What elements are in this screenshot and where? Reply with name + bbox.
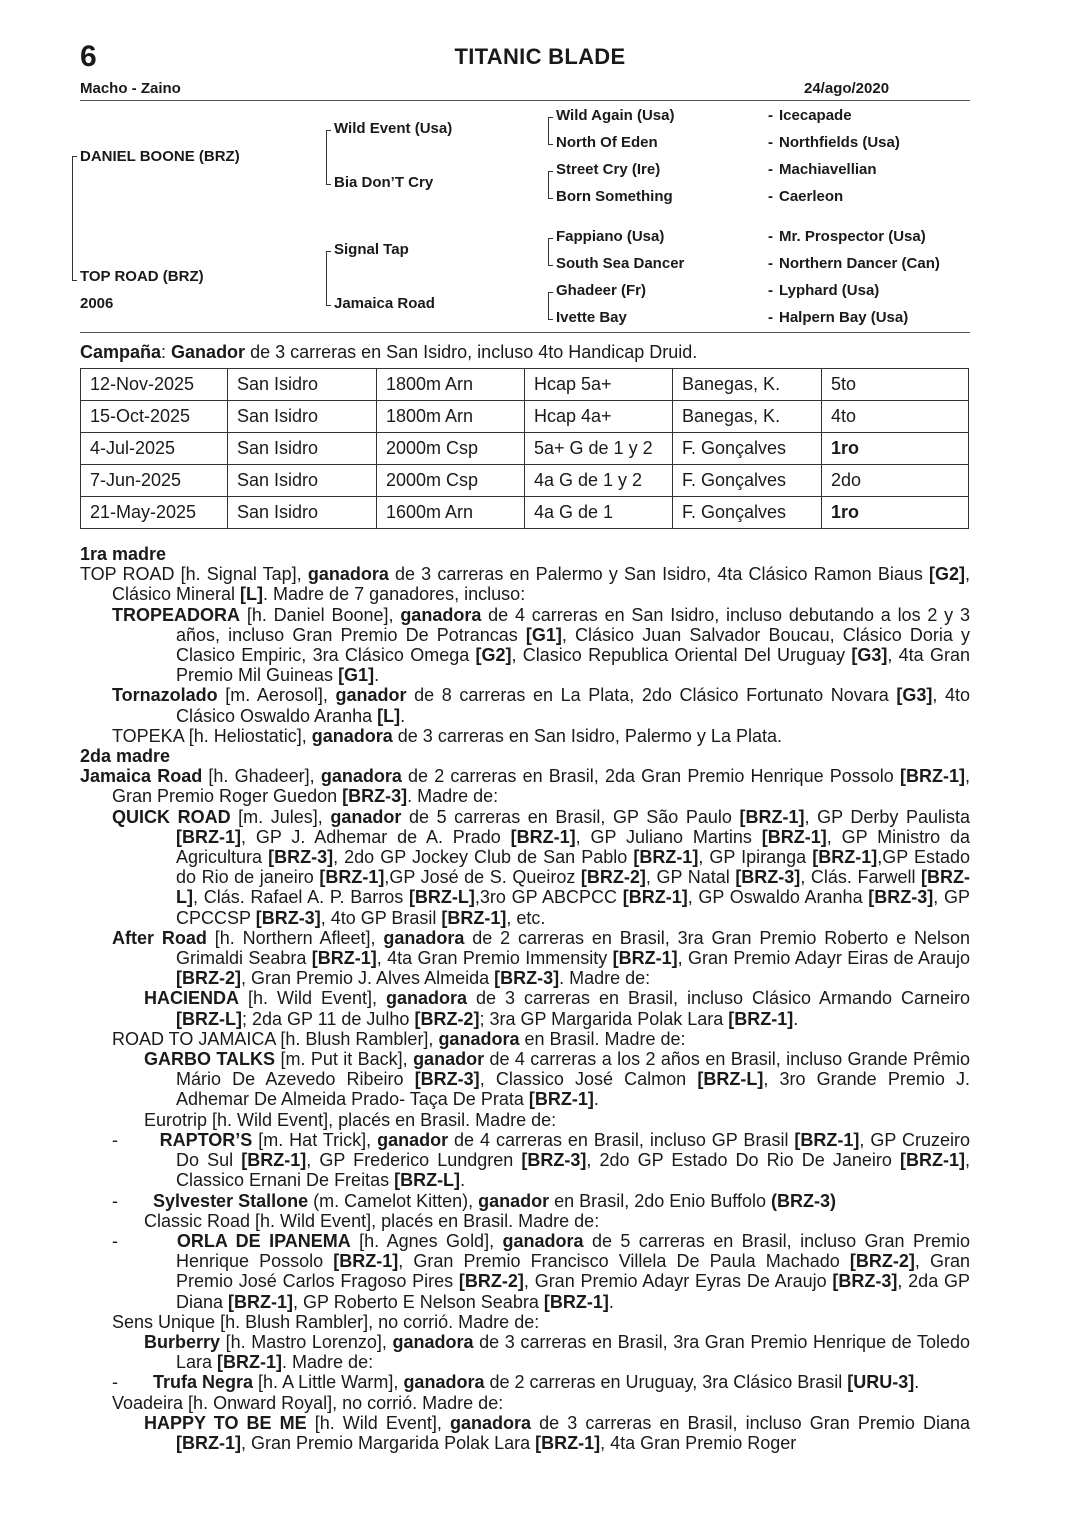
race-track: San Isidro [228, 433, 377, 465]
gen3-7: Ghadeer (Fr) [556, 282, 647, 299]
race-result: 2do [822, 465, 969, 497]
race-table [80, 368, 969, 529]
dam: TOP ROAD (BRZ) [80, 268, 204, 285]
race-result: 1ro [822, 433, 969, 465]
gen4-7: Lyphard (Usa) [779, 282, 880, 299]
race-type: 4a G de 1 [525, 497, 673, 529]
race-distance: 2000m Csp [377, 465, 525, 497]
gen4-4: Caerleon [779, 188, 844, 205]
sire: DANIEL BOONE (BRZ) [80, 148, 240, 165]
race-type: 4a G de 1 y 2 [525, 465, 673, 497]
family-entry: GARBO TALKS [m. Put it Back], ganador de 4 carreras a los 2 años en Brasil, incluso Grande Prêmio Mário De Azevedo Ribeiro [BRZ-3], Classico José Calmon [BRZ-L], 3ro Grande Premio J. Adhemar De Almeida Prado- Taça De Prata [BRZ-1]. [144, 1049, 970, 1110]
race-type: Hcap 4a+ [525, 401, 673, 433]
campaign-label: Campaña [80, 342, 162, 362]
race-date: 4-Jul-2025 [81, 433, 228, 465]
sire-sire: Wild Event (Usa) [334, 120, 453, 137]
family-entry: - Sylvester Stallone (m. Camelot Kitten), ganador en Brasil, 2do Enio Buffolo (BRZ-3) [112, 1190, 836, 1211]
family-entry: After Road [h. Northern Afleet], ganadora de 2 carreras en Brasil, 3ra Gran Premio Roberto e Nelson Grimaldi Seabra [BRZ-1], 4ta Gran Premio Immensity [BRZ-1], Gran Premio Adayr Eiras de Araujo [BRZ-2], Gran Premio J. Alves Almeida [BRZ-3]. Madre de: [112, 927, 970, 989]
gen4-5: Mr. Prospector (Usa) [779, 228, 926, 245]
table-row [81, 433, 969, 465]
race-distance: 1600m Arn [377, 497, 525, 529]
family-entry: Tornazolado [m. Aerosol], ganador de 8 carreras en La Plata, 2do Clásico Fortunato Novara [G3], 4to Clásico Oswaldo Aranha [L]. [112, 685, 970, 726]
gen3-1: Wild Again (Usa) [556, 107, 675, 124]
second-dam-heading: 2da madre [80, 746, 171, 767]
family-entry: Classic Road [h. Wild Event], placés en Brasil. Madre de: [144, 1210, 600, 1231]
sire-dam: Bia Don’T Cry [334, 174, 434, 191]
dam-sire: Signal Tap [334, 241, 409, 258]
campaign-result: Ganador [171, 342, 246, 362]
family-entry: HAPPY TO BE ME [h. Wild Event], ganadora de 3 carreras en Brasil, incluso Gran Premio Diana [BRZ-1], Gran Premio Margarida Polak Lara [BRZ-1], 4ta Gran Premio Roger [144, 1412, 970, 1453]
gen4-2: Northfields (Usa) [779, 134, 900, 151]
family-entry: - RAPTOR’S [m. Hat Trick], ganador de 4 carreras en Brasil, incluso GP Brasil [BRZ-1], GP Cruzeiro Do Sul [BRZ-1], GP Frederico Lundgren [BRZ-3], 2do GP Estado Do Rio De Janeiro [BRZ-1], Classico Ernani De Freitas [BRZ-L]. [112, 1129, 971, 1191]
gen3-6: South Sea Dancer [556, 255, 685, 272]
family-entry: TOP ROAD [h. Signal Tap], ganadora de 3 carreras en Palermo y San Isidro, 4ta Clásico Ramon Biaus [G2], Clásico Mineral [L]. Madre de 7 ganadores, incluso: [80, 564, 971, 605]
gen3-5: Fappiano (Usa) [556, 228, 665, 245]
pedigree-divider [80, 332, 970, 333]
race-result: 1ro [822, 497, 969, 529]
family-notes [80, 544, 970, 1453]
race-track: San Isidro [228, 465, 377, 497]
race-type: 5a+ G de 1 y 2 [525, 433, 673, 465]
race-distance: 1800m Arn [377, 401, 525, 433]
header-divider [80, 100, 970, 101]
table-row [81, 369, 969, 401]
race-jockey: F. Gonçalves [673, 433, 822, 465]
race-jockey: F. Gonçalves [673, 465, 822, 497]
race-jockey: F. Gonçalves [673, 497, 822, 529]
campaign-text: de 3 carreras en San Isidro, incluso 4to Handicap Druid. [245, 342, 698, 362]
race-result: 5to [822, 369, 969, 401]
horse-name: TITANIC BLADE [454, 44, 626, 69]
gen3-2: North Of Eden [556, 134, 658, 151]
race-type: Hcap 5a+ [525, 369, 673, 401]
family-entry: Sens Unique [h. Blush Rambler], no corrió. Madre de: [112, 1311, 540, 1332]
gen4-6: Northern Dancer (Can) [779, 255, 940, 272]
race-jockey: Banegas, K. [673, 401, 822, 433]
race-track: San Isidro [228, 369, 377, 401]
family-entry: Eurotrip [h. Wild Event], placés en Brasil. Madre de: [144, 1109, 557, 1130]
foaling-date: 24/ago/2020 [804, 80, 890, 97]
dam-dam: Jamaica Road [334, 295, 435, 312]
table-row [81, 401, 969, 433]
first-dam-heading: 1ra madre [80, 544, 167, 564]
table-row [81, 465, 969, 497]
family-entry: QUICK ROAD [m. Jules], ganador de 5 carreras en Brasil, GP São Paulo [BRZ-1], GP Derby Paulista [BRZ-1], GP J. Adhemar de A. Prado [BRZ-1], GP Juliano Martins [BRZ-1], GP Ministro da Agricultura [BRZ-3], 2do GP Jockey Club de San Pablo [BRZ-1], GP Ipiranga [BRZ-1],GP Estado do Rio de janeiro [BRZ-1],GP José de S. Queiroz [BRZ-2], GP Natal [BRZ-3], Clás. Farwell [BRZ-L], Clás. Rafael A. P. Barros [BRZ-L],3ro GP ABCPCC [BRZ-1], GP Oswaldo Aranha [BRZ-3], GP CPCCSP [BRZ-3], 4to GP Brasil [BRZ-1], etc. [112, 806, 970, 928]
race-track: San Isidro [228, 401, 377, 433]
gen4-1: Icecapade [779, 107, 852, 124]
lot-number: 6 [80, 40, 97, 73]
table-row [81, 497, 969, 529]
family-entry: TOPEKA [h. Heliostatic], ganadora de 3 carreras en San Isidro, Palermo y La Plata. [112, 725, 782, 746]
sex-color: Macho - Zaino [80, 80, 181, 97]
family-entry: Voadeira [h. Onward Royal], no corrió. Madre de: [112, 1392, 504, 1413]
race-date: 12-Nov-2025 [81, 369, 228, 401]
race-result: 4to [822, 401, 969, 433]
family-entry: ROAD TO JAMAICA [h. Blush Rambler], ganadora en Brasil. Madre de: [112, 1028, 686, 1049]
dam-year: 2006 [80, 295, 114, 312]
gen3-4: Born Something [556, 188, 673, 205]
family-entry: TROPEADORA [h. Daniel Boone], ganadora de 4 carreras en San Isidro, incluso debutando a los 2 y 3 años, incluso Gran Premio De Potrancas [G1], Clásico Juan Salvador Boucau, Clásico Doria y Clasico Empiric, 3ra Clásico Omega [G2], Clasico Republica Oriental Del Uruguay [G3], 4ta Gran Premio Mil Guineas [G1]. [112, 604, 970, 686]
race-track: San Isidro [228, 497, 377, 529]
family-entry: HACIENDA [h. Wild Event], ganadora de 3 carreras en Brasil, incluso Clásico Armando Carneiro [BRZ-L]; 2da GP 11 de Julho [BRZ-2]; 3ra GP Margarida Polak Lara [BRZ-1]. [144, 988, 970, 1029]
race-date: 7-Jun-2025 [81, 465, 228, 497]
family-entry: Burberry [h. Mastro Lorenzo], ganadora de 3 carreras en Brasil, 3ra Gran Premio Henrique de Toledo Lara [BRZ-1]. Madre de: [144, 1331, 971, 1373]
gen4-3: Machiavellian [779, 161, 877, 178]
gen4-8: Halpern Bay (Usa) [779, 309, 909, 326]
race-jockey: Banegas, K. [673, 369, 822, 401]
gen3-8: Ivette Bay [556, 309, 627, 326]
gen3-3: Street Cry (Ire) [556, 161, 661, 178]
race-date: 21-May-2025 [81, 497, 228, 529]
campaign-summary: Campaña: Ganador de 3 carreras en San Isidro, incluso 4to Handicap Druid. [80, 342, 698, 362]
race-distance: 2000m Csp [377, 433, 525, 465]
race-distance: 1800m Arn [377, 369, 525, 401]
family-entry: - Trufa Negra [h. A Little Warm], ganadora de 2 carreras en Uruguay, 3ra Clásico Brasil [URU-3]. [112, 1372, 920, 1393]
family-entry: Jamaica Road [h. Ghadeer], ganadora de 2 carreras en Brasil, 2da Gran Premio Henrique Possolo [BRZ-1], Gran Premio Roger Guedon [BRZ-3]. Madre de: [80, 766, 970, 807]
race-date: 15-Oct-2025 [81, 401, 228, 433]
family-entry: - ORLA DE IPANEMA [h. Agnes Gold], ganadora de 5 carreras en Brasil, incluso Gran Premio Henrique Possolo [BRZ-1], Gran Premio Francisco Villela De Paula Machado [BRZ-2], Gran Premio José Carlos Fragoso Pires [BRZ-2], Gran Premio Adayr Eyras De Araujo [BRZ-3], 2da GP Diana [BRZ-1], GP Roberto E Nelson Seabra [BRZ-1]. [112, 1230, 970, 1312]
